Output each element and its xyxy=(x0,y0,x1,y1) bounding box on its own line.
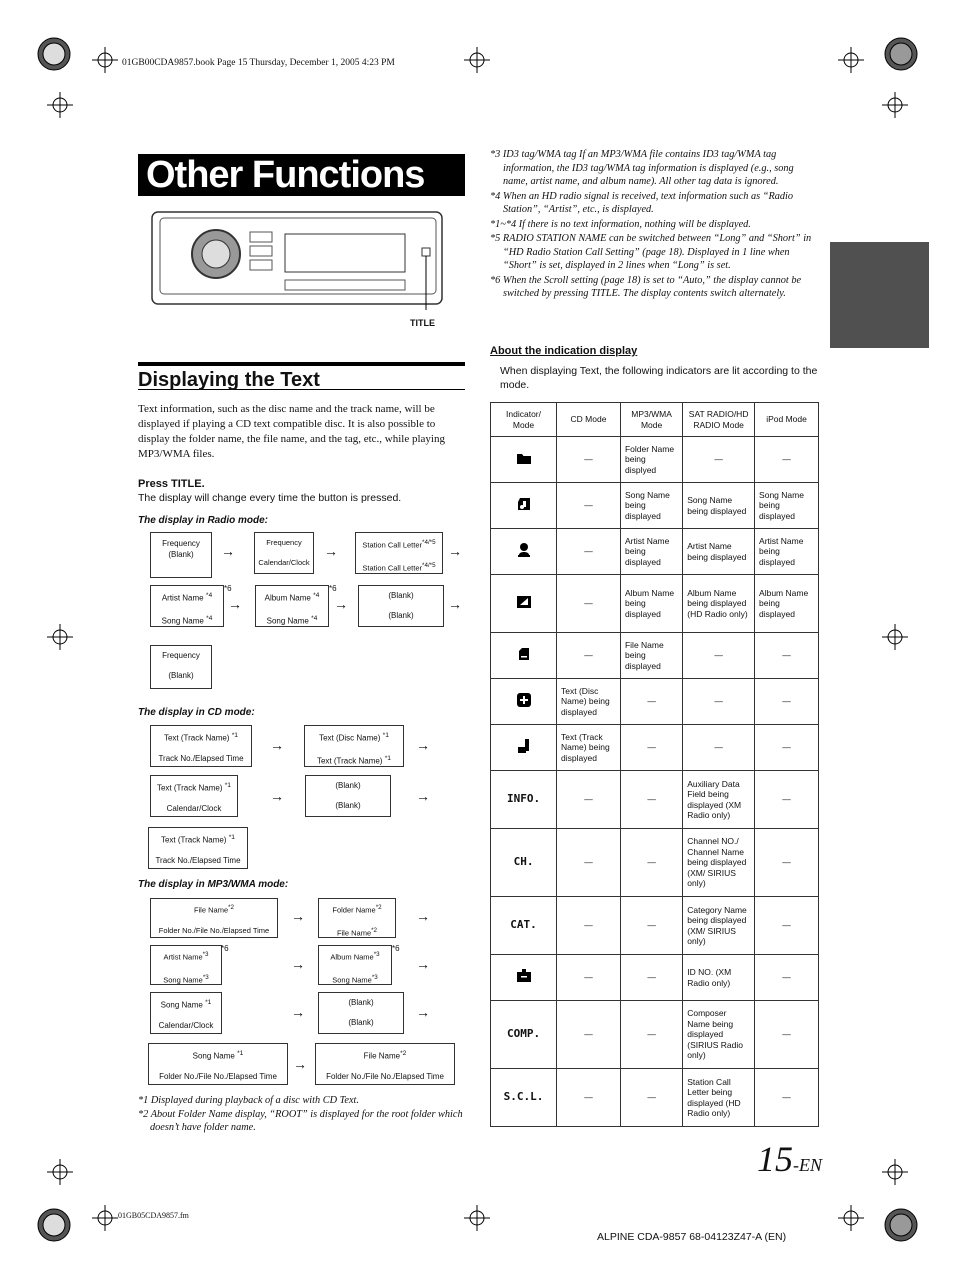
arrow: → xyxy=(416,737,430,753)
table-row: — Artist Name being displayed Artist Name being displayed Artist Name being displayed xyxy=(491,529,819,575)
press-instruction: Press TITLE. xyxy=(138,478,205,490)
table-row: CH. — — Channel NO./ Channel Name being displayed (XM/ SIRIUS only) — xyxy=(491,829,819,897)
table-row: — Folder Name being displyed — — xyxy=(491,437,819,483)
footnote-mark: *6 xyxy=(329,584,337,593)
footnote-mark: *6 xyxy=(221,944,229,953)
disc-icon xyxy=(491,679,557,725)
file-icon xyxy=(491,633,557,679)
mp3-display-box: Song Name $^{*1}$ Folder No./File No./Elapsed Time xyxy=(148,1043,288,1085)
section-title: Displaying the Text xyxy=(138,362,465,390)
arrow: → xyxy=(221,543,235,559)
press-description: The display will change every time the button is pressed. xyxy=(138,492,402,504)
arrow: → xyxy=(448,543,462,559)
cat-indicator: CAT. xyxy=(491,897,557,955)
arrow: → xyxy=(291,1004,305,1020)
cd-display-box: (Blank) (Blank) xyxy=(305,775,391,817)
table-row: INFO. — — Auxiliary Data Field being displayed (XM Radio only) — xyxy=(491,771,819,829)
mp3-display-box: (Blank) (Blank) xyxy=(318,992,404,1034)
table-row: Text (Disc Name) being displayed — — — xyxy=(491,679,819,725)
cd-display-box: Text (Track Name) $^{*1}$ Calendar/Clock xyxy=(150,775,238,817)
arrow: → xyxy=(270,737,284,753)
mp3-display-box: File Name$^{*2}$ Folder No./File No./Elapsed Time xyxy=(315,1043,455,1085)
arrow: → xyxy=(416,956,430,972)
id-icon xyxy=(491,955,557,1001)
footnote-mark: *6 xyxy=(392,944,400,953)
table-header-row: Indicator/ Mode CD Mode MP3/WMA Mode SAT RADIO/HD RADIO Mode iPod Mode xyxy=(491,403,819,437)
table-row: — Album Name being displayed Album Name being displayed (HD Radio only) Album Name being displayed xyxy=(491,575,819,633)
arrow: → xyxy=(416,1004,430,1020)
mp3-display-box: Artist Name$^{*3}$ Song Name$^{*3}$ xyxy=(150,945,222,985)
page-title: Other Functions xyxy=(138,154,465,196)
radio-display-box: Frequency Calendar/Clock xyxy=(254,532,314,574)
radio-display-box: Station Call Letter$^{*4/*5}$ Station Call Letter$^{*4/*5}$ xyxy=(355,532,443,574)
mp3-display-box: File Name$^{*2}$ Folder No./File No./Elapsed Time xyxy=(150,898,278,938)
cd-mode-label: The display in CD mode: xyxy=(138,707,255,718)
footnotes-right: *3 ID3 tag/WMA tag If an MP3/WMA file contains ID3 tag/WMA tag information, the ID3 tag/WMA tag information is displayed (e.g., song name, artist name, and album name). All other tag data is ignored. *4 When an HD radio signal is received, text information such as “Radio Station”, “Artist”, etc., is displayed. *1~*4 If there is no text information, nothing will be displayed. *5 RADIO STATION NAME can be switched between “Long” and “Short” in “HD Radio Station Call Setting” (page 18). Displayed in 1 line when “Short” is set, displayed in 2 lines when “Long” is set. *6 When the Scroll setting (page 18) is set to “Auto,” the display cannot be switched by pressing TITLE. The display contents switch alternately. xyxy=(490,149,812,299)
radio-display-box: Frequency (Blank) xyxy=(150,532,212,578)
mp3-mode-label: The display in MP3/WMA mode: xyxy=(138,879,289,890)
book-header: 01GB00CDA9857.book Page 15 Thursday, December 1, 2005 4:23 PM xyxy=(122,58,395,68)
mp3-display-box: Song Name $^{*1}$ Calendar/Clock xyxy=(150,992,222,1034)
arrow: → xyxy=(416,788,430,804)
arrow: → xyxy=(416,908,430,924)
table-row: CAT. — — Category Name being displayed (XM/ SIRIUS only) — xyxy=(491,897,819,955)
cd-display-box: Text (Track Name) $^{*1}$ Track No./Elapsed Time xyxy=(150,725,252,767)
radio-display-box: Frequency (Blank) xyxy=(150,645,212,689)
head-unit-illustration xyxy=(150,210,450,310)
intro-text: Text information, such as the disc name and the track name, will be displayed if playing a CD text compatible disc. It is also possible to display the folder name, the file name, and the tag, etc., while playing MP3/WMA files. xyxy=(138,403,445,460)
table-row: Text (Track Name) being displayed — — — xyxy=(491,725,819,771)
cd-display-box: Text (Disc Name) $^{*1}$ Text (Track Name) $^{*1}$ xyxy=(304,725,404,767)
footer-file: 01GB05CDA9857.fm xyxy=(118,1211,189,1220)
title-button-name: TITLE xyxy=(171,478,202,490)
side-tab xyxy=(830,242,929,348)
mp3-display-box: Folder Name$^{*2}$ File Name$^{*2}$ xyxy=(318,898,396,938)
radio-mode-label: The display in Radio mode: xyxy=(138,515,269,526)
indication-desc: When displaying Text, the following indicators are lit according to the mode. xyxy=(500,365,818,391)
title-button-callout: TITLE xyxy=(410,318,435,328)
footnote-mark: *6 xyxy=(224,584,232,593)
song-icon xyxy=(491,483,557,529)
album-icon xyxy=(491,575,557,633)
arrow: → xyxy=(291,908,305,924)
table-row: COMP. — — Composer Name being displayed (SIRIUS Radio only) — xyxy=(491,1001,819,1069)
table-row: — File Name being displayed — — xyxy=(491,633,819,679)
table-row: — — ID NO. (XM Radio only) — xyxy=(491,955,819,1001)
arrow: → xyxy=(448,596,462,612)
radio-display-box: Artist Name $^{*4}$ Song Name $^{*4}$ xyxy=(150,585,224,627)
arrow: → xyxy=(293,1056,307,1072)
radio-display-box: Album Name $^{*4}$ Song Name $^{*4}$ xyxy=(255,585,329,627)
arrow: → xyxy=(291,956,305,972)
radio-display-box: (Blank) (Blank) xyxy=(358,585,444,627)
indication-title: About the indication display xyxy=(490,345,638,357)
arrow: → xyxy=(228,596,242,612)
ch-indicator: CH. xyxy=(491,829,557,897)
arrow: → xyxy=(270,788,284,804)
artist-icon xyxy=(491,529,557,575)
arrow: → xyxy=(324,543,338,559)
mp3-display-box: Album Name$^{*3}$ Song Name$^{*3}$ xyxy=(318,945,392,985)
comp-indicator: COMP. xyxy=(491,1001,557,1069)
folder-icon xyxy=(491,437,557,483)
scl-indicator: S.C.L. xyxy=(491,1069,557,1127)
arrow: → xyxy=(334,596,348,612)
table-row: — Song Name being displayed Song Name being displayed Song Name being displayed xyxy=(491,483,819,529)
page-number: 15-EN xyxy=(757,1139,822,1179)
cd-display-box: Text (Track Name) $^{*1}$ Track No./Elapsed Time xyxy=(148,827,248,869)
info-indicator: INFO. xyxy=(491,771,557,829)
footnotes-left: *1 Displayed during playback of a disc with CD Text. *2 About Folder Name display, “ROOT” is displayed for the root folder which doesn’t have folder name. xyxy=(138,1095,463,1133)
indicator-table xyxy=(490,402,819,1127)
footer-model: ALPINE CDA-9857 68-04123Z47-A (EN) xyxy=(597,1231,787,1243)
table-row: S.C.L. — — Station Call Letter being displayed (HD Radio only) — xyxy=(491,1069,819,1127)
track-icon xyxy=(491,725,557,771)
